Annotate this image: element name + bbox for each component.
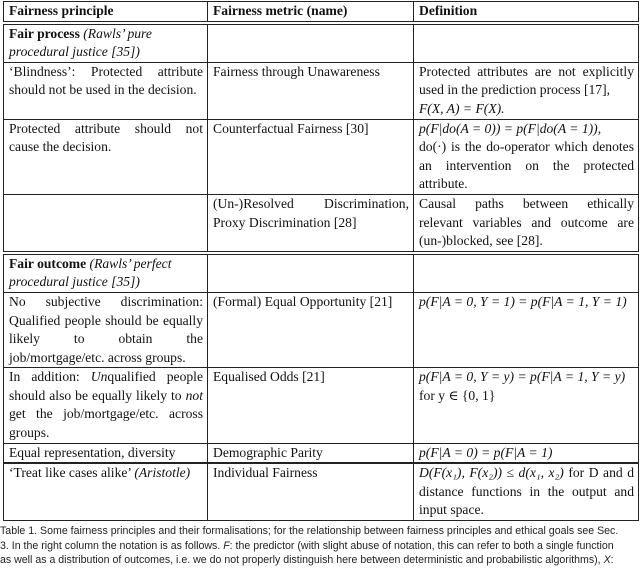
- principle-blindness: ‘Blindness’: Protected attribute should not be used in the decision.: [4, 62, 208, 119]
- definition-formula: p(F|do(A = 0)) = p(F|do(A = 1)),: [419, 120, 602, 136]
- text-emphasis: X: [603, 554, 611, 567]
- table-row: [4, 443, 639, 463]
- text-part: : the predictor (with slight abuse of notation, this can refer to both a single function: [229, 539, 614, 552]
- metric-counterfactual: Counterfactual Fairness [30]: [208, 119, 414, 194]
- section-heading-row: [4, 23, 639, 63]
- definition-equalised-odds: [414, 368, 639, 443]
- definition-resolved-discrimination: Causal paths between ethically relevant variables and outcome are (un-)blocked, see [28].: [414, 194, 639, 252]
- definition-formula: D(F(x₁), F(x₂)) ≤ d(x₁, x₂): [419, 465, 564, 481]
- definition-equal-opportunity: p(F|A = 0, Y = 1) = p(F|A = 1, Y = 1): [414, 292, 639, 367]
- definition-counterfactual: [414, 119, 639, 194]
- metric-unawareness: Fairness through Unawareness: [208, 62, 414, 119]
- text-emphasis: Un: [90, 369, 108, 385]
- text-part: get the job/mortgage/etc. across groups.: [9, 406, 203, 441]
- caption-line: Table 1. Some fairness principles and their formalisations; for the relationship between fairness principles and ethical goals see Sec.: [0, 525, 619, 538]
- fairness-table: [3, 1, 639, 521]
- section-heading-fair-process: [4, 23, 208, 63]
- table-row: [4, 194, 639, 252]
- definition-formula: p(F|A = 0, Y = y) = p(F|A = 1, Y = y): [419, 369, 626, 385]
- principle-in-addition: [4, 368, 208, 443]
- table-caption: [0, 524, 640, 568]
- definition-text: do(·) is the do-operator which denotes an intervention on the protected attribute.: [419, 139, 634, 192]
- principle-causation: Protected attribute should not cause the decision.: [4, 119, 208, 194]
- text-emphasis: (Aristotle): [134, 465, 191, 481]
- principle-no-subjective-discrimination: No subjective discrimination: Qualified people should be equally likely to obtain the job/mortgage/etc. across groups.: [4, 292, 208, 367]
- empty-cell: [208, 253, 414, 293]
- definition-unawareness: [414, 62, 639, 119]
- definition-individual-fairness: [414, 463, 639, 520]
- empty-cell: [414, 23, 639, 63]
- text-emphasis: not: [185, 387, 203, 403]
- section-heading-fair-outcome: [4, 253, 208, 293]
- section-subtitle: (Rawls’ pure procedural justice [35]): [9, 25, 152, 60]
- empty-cell: [414, 253, 639, 293]
- definition-formula-condition: for y ∈ {0, 1}: [419, 387, 496, 403]
- metric-equalised-odds: Equalised Odds [21]: [208, 368, 414, 443]
- table-row: [4, 368, 639, 443]
- header-fairness-metric: Fairness metric (name): [208, 2, 414, 23]
- table-row: [4, 292, 639, 367]
- caption-line: [0, 539, 640, 554]
- empty-cell: [208, 23, 414, 63]
- metric-equal-opportunity: (Formal) Equal Opportunity [21]: [208, 292, 414, 367]
- table-row: [4, 119, 639, 194]
- metric-individual-fairness: Individual Fairness: [208, 463, 414, 520]
- header-definition: Definition: [414, 2, 639, 23]
- text-part: ‘Treat like cases alike’: [9, 465, 131, 481]
- definition-text: Protected attributes are not explicitly used in the prediction process [17],: [419, 63, 634, 98]
- section-heading-row: [4, 253, 639, 293]
- header-fairness-principle: Fairness principle: [4, 2, 208, 23]
- text-part: as well as a distribution of outcomes, i.e. we do not properly distinguish here between deterministic and probabilistic algorithms),: [0, 554, 604, 567]
- principle-treat-like-cases: [4, 463, 208, 520]
- table-row: [4, 463, 639, 520]
- definition-formula: F(X, A) = F(X).: [419, 100, 505, 116]
- caption-line: [0, 553, 640, 568]
- table-figure: [0, 1, 638, 568]
- metric-resolved-discrimination: (Un-)Resolved Discrimination, Proxy Discrimination [28]: [208, 194, 414, 252]
- empty-cell: [4, 194, 208, 252]
- text-part: In addition:: [9, 369, 91, 385]
- header-row: [4, 2, 639, 23]
- text-part: 3. In the right column the notation is as follows.: [0, 539, 224, 552]
- section-title: Fair outcome: [9, 255, 87, 271]
- section-title: Fair process: [9, 25, 80, 41]
- definition-text: for D and d distance functions in the output and input space.: [419, 465, 634, 518]
- table-row: [4, 62, 639, 119]
- definition-demographic-parity: p(F|A = 0) = p(F|A = 1): [414, 443, 639, 463]
- section-subtitle: (Rawls’ perfect procedural justice [35]): [9, 255, 172, 290]
- metric-demographic-parity: Demographic Parity: [208, 443, 414, 463]
- principle-equal-representation: Equal representation, diversity: [4, 443, 208, 463]
- text-part: qualified people should also be equally likely to: [9, 369, 203, 403]
- text-part: :: [610, 554, 614, 567]
- text-emphasis: F: [223, 539, 230, 552]
